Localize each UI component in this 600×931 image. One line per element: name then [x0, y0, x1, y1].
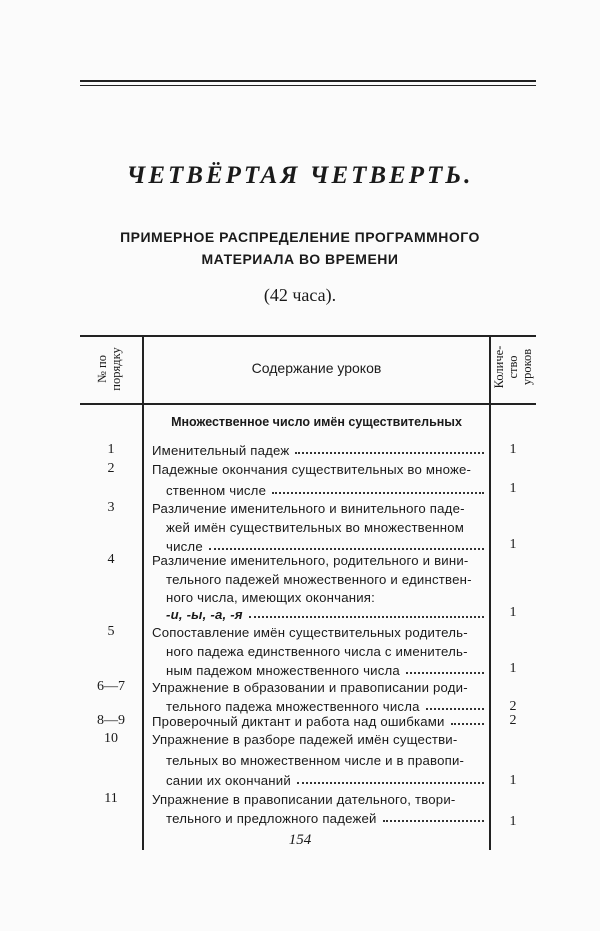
header-bottom-border [80, 403, 536, 405]
row-number: 4 [107, 552, 115, 567]
header-content: Содержание уроков [251, 360, 382, 376]
row-count: 1 [509, 481, 517, 496]
dot-leader [249, 607, 484, 618]
row-line: тельного и предложного падежей [166, 811, 486, 826]
row-number: 10 [104, 731, 118, 746]
row-line: сании их окончаний [166, 773, 486, 788]
page-title: ЧЕТВЁРТАЯ ЧЕТВЕРТЬ. [126, 162, 474, 189]
row-count: 1 [509, 773, 517, 788]
subtitle-line-2: МАТЕРИАЛА ВО ВРЕМЕНИ [201, 251, 399, 267]
row-line: Различение именительного, родительного и вини- [152, 553, 469, 568]
row-count: 1 [509, 537, 517, 552]
row-line: Различение именительного и винительного паде- [152, 501, 465, 516]
row-line: тельного падежа множественного числа [166, 699, 486, 714]
row-line: -и, -ы, -а, -я [166, 607, 486, 622]
row-line: числе [166, 539, 486, 554]
row-count: 1 [509, 442, 517, 457]
dot-leader [451, 714, 484, 725]
top-rule-thin [80, 85, 536, 86]
row-number: 5 [107, 624, 115, 639]
hours-total: (42 часа). [263, 285, 337, 305]
header-count-line: ство [506, 355, 520, 379]
row-count: 1 [509, 605, 517, 620]
header-number [95, 337, 123, 401]
row-line: Именительный падеж [152, 443, 486, 458]
row-count: 2 [509, 713, 517, 728]
row-number: 2 [107, 461, 115, 476]
dot-leader [406, 663, 484, 674]
row-count: 2 [509, 699, 517, 714]
row-number: 6—7 [97, 679, 125, 694]
page-number: 154 [288, 832, 312, 848]
header-count-line: уроков [520, 348, 534, 386]
row-count: 1 [509, 661, 517, 676]
row-line: Упражнение в правописании дательного, твори- [152, 792, 456, 807]
row-number: 11 [104, 791, 118, 806]
row-line: Упражнение в образовании и правописании роди- [152, 680, 468, 695]
row-number: 1 [107, 442, 115, 457]
section-heading: Множественное число имён существительных [171, 415, 462, 429]
row-line: Проверочный диктант и работа над ошибками [152, 714, 486, 729]
row-number: 8—9 [97, 713, 125, 728]
row-line: ственном числе [166, 483, 486, 498]
header-count-line: Количе- [492, 345, 506, 389]
row-line: Упражнение в разборе падежей имён существи- [152, 732, 458, 747]
row-line: тельного падежей множественного и единствен- [166, 572, 472, 587]
column-divider-1 [142, 335, 144, 850]
row-line: Сопоставление имён существительных родитель- [152, 625, 468, 640]
dot-leader [297, 773, 484, 784]
row-line: ного падежа единственного числа с именитель- [166, 644, 468, 659]
dot-leader [272, 483, 484, 494]
subtitle-line-1: ПРИМЕРНОЕ РАСПРЕДЕЛЕНИЕ ПРОГРАММНОГО [120, 229, 480, 245]
header-number-line: № по [95, 355, 109, 383]
dot-leader [209, 539, 484, 550]
dot-leader [426, 699, 484, 710]
header-count [492, 335, 534, 399]
row-count: 1 [509, 814, 517, 829]
column-divider-2 [489, 335, 491, 850]
dot-leader [295, 443, 484, 454]
header-number-line: порядку [109, 347, 123, 391]
row-line: ным падежом множественного числа [166, 663, 486, 678]
row-line: Падежные окончания существительных во множе- [152, 462, 472, 477]
dot-leader [383, 811, 484, 822]
row-line: жей имён существительных во множественном [166, 520, 465, 535]
table-top-border [80, 335, 536, 337]
row-line: ного числа, имеющих окончания: [166, 590, 375, 605]
top-rule [80, 80, 536, 82]
row-line: тельных во множественном числе и в правопи- [166, 753, 465, 768]
row-number: 3 [107, 500, 115, 515]
